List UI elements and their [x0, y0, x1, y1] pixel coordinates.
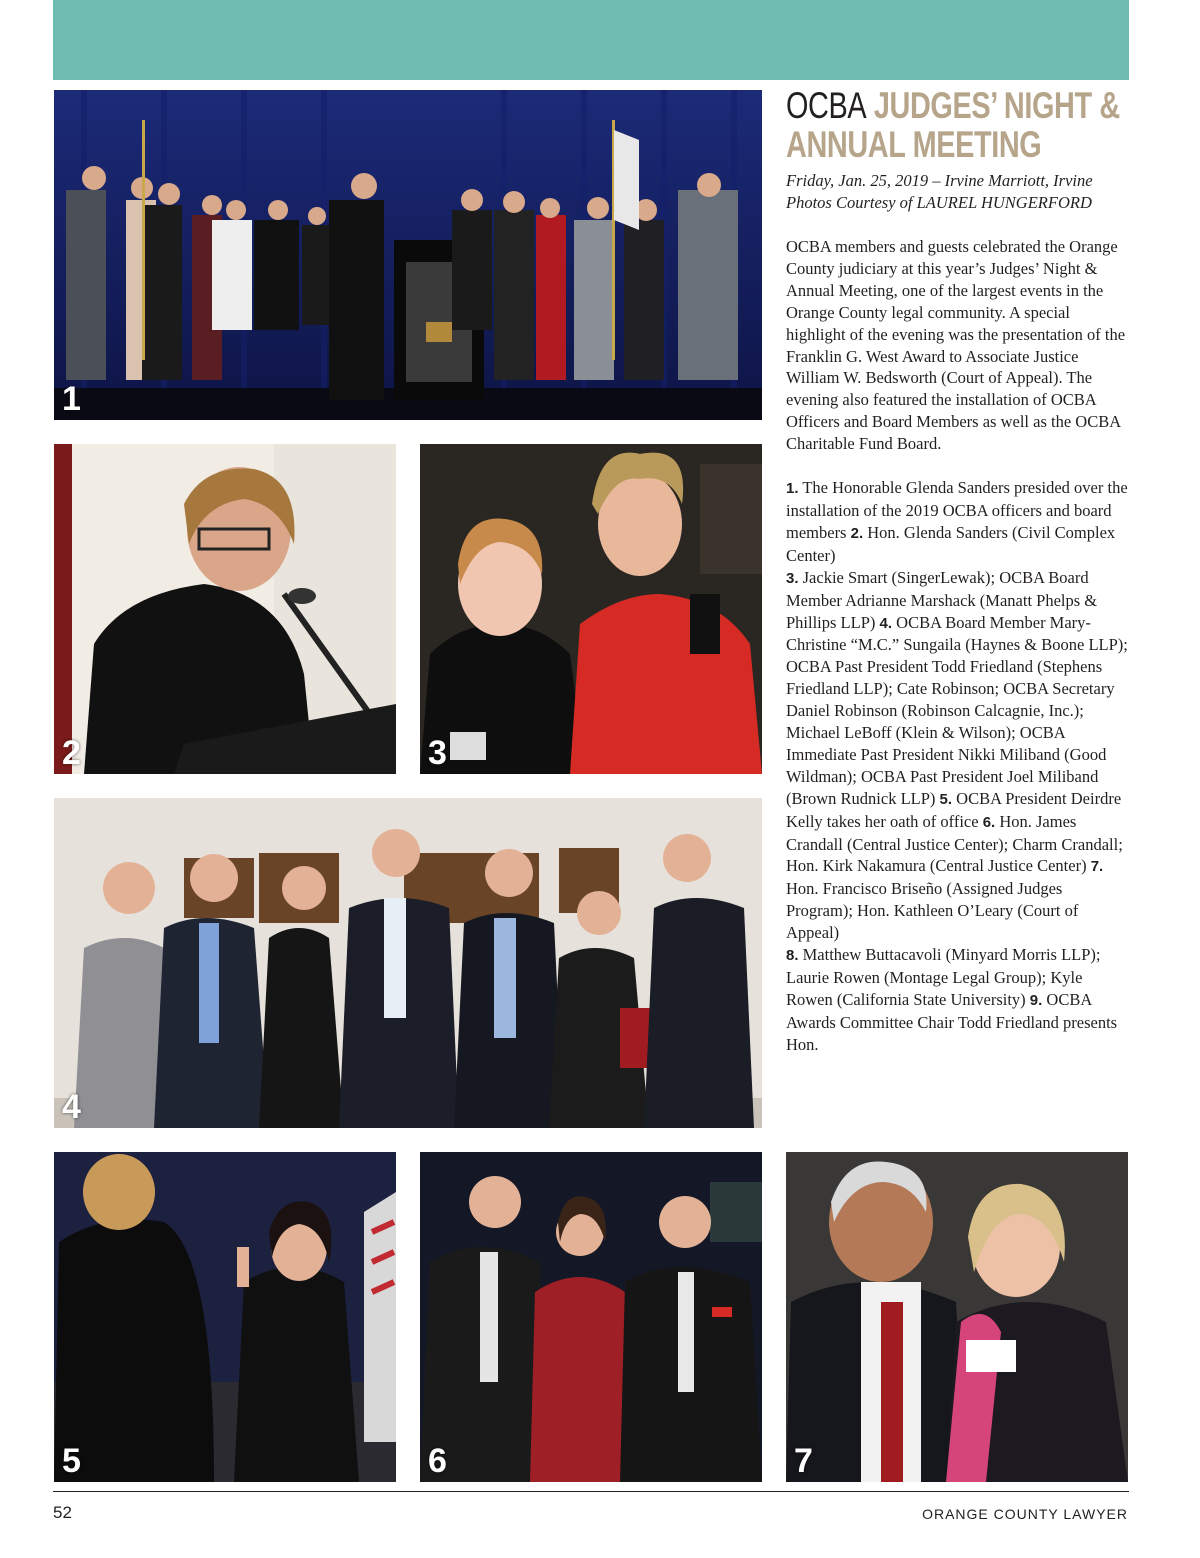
caption-number: 1.	[786, 480, 799, 498]
photo-3-two-women	[420, 444, 762, 774]
article-intro: OCBA members and guests celebrated the Orange County judiciary at this year’s Judges’ Night & Annual Meeting, one of the largest events in the Orange County legal community. A special highlight of the evening was the presentation of the Franklin G. West Award to Associate Justice William W. Bedsworth (Court of Appeal). The evening also featured the installation of OCBA Officers and Board Members as well as the OCBA Charitable Fund Board.	[786, 237, 1126, 454]
photo-number: 3	[428, 734, 447, 772]
photo-captions	[786, 477, 1130, 1056]
photo-number: 5	[62, 1442, 81, 1480]
caption-text: Hon. Francisco Briseño (Assigned Judges Program); Hon. Kathleen O’Leary (Court of Appeal)	[786, 879, 1079, 943]
photo-2-judge-at-podium	[54, 444, 396, 774]
caption-text: Matthew Buttacavoli (Minyard Morris LLP); Laurie Rowen (Montage Legal Group); Kyle Rowen (California State University)	[786, 945, 1101, 1009]
photo-1-installation	[54, 90, 762, 420]
caption-4	[786, 613, 1128, 808]
headline-title: JUDGES’ NIGHT & ANNUAL MEETING	[786, 85, 1120, 165]
caption-number: 8.	[786, 947, 799, 965]
caption-text: Jackie Smart (SingerLewak); OCBA Board Member Adrianne Marshack (Manatt Phelps & Phillips LLP)	[786, 567, 1098, 632]
caption-number: 6.	[982, 813, 996, 831]
photo-7-duo	[786, 1152, 1128, 1482]
photo-6-trio	[420, 1152, 762, 1482]
photo-4-group	[54, 798, 762, 1128]
dateline: Friday, Jan. 25, 2019 – Irvine Marriott, Irvine	[786, 171, 1093, 190]
caption-text: OCBA Board Member Mary-Christine “M.C.” Sungaila (Haynes & Boone LLP); OCBA Past President Todd Friedland (Stephens Friedland LLP); Cate Robinson; OCBA Secretary Daniel Robinson (Robinson Calcagnie, Inc.); Michael LeBoff (Klein & Wilson); OCBA Immediate Past President Nikki Miliband (Good Wildman); OCBA Past President Joel Miliband (Brown Rudnick LLP)	[786, 612, 1128, 808]
caption-text: OCBA President Deirdre Kelly takes her oath of office	[786, 788, 1122, 831]
caption-number: 2.	[850, 524, 864, 542]
caption-text: Hon. James Crandall (Central Justice Center); Charm Crandall; Hon. Kirk Nakamura (Central Justice Center)	[786, 811, 1123, 876]
photo-number: 6	[428, 1442, 447, 1480]
caption-number: 7.	[1090, 858, 1104, 876]
photo-number: 2	[62, 734, 81, 772]
caption-number: 9.	[1029, 991, 1043, 1009]
caption-text: The Honorable Glenda Sanders presided over the installation of the 2019 OCBA officers and board members	[786, 478, 1128, 542]
caption-number: 5.	[939, 790, 953, 808]
caption-number: 4.	[879, 614, 893, 632]
caption-text: Hon. Glenda Sanders (Civil Complex Center)	[786, 522, 1116, 565]
photo-5-oath	[54, 1152, 396, 1482]
magazine-name: ORANGE COUNTY LAWYER	[922, 1506, 1128, 1522]
footer-rule	[53, 1491, 1129, 1492]
caption-number: 3.	[786, 569, 799, 587]
article-headline	[786, 86, 1129, 170]
headline-org: OCBA	[786, 85, 867, 126]
photo-number: 4	[62, 1088, 81, 1126]
photo-number: 7	[794, 1442, 813, 1480]
caption-text: OCBA Awards Committee Chair Todd Friedland presents Hon.	[786, 989, 1118, 1054]
page-number: 52	[53, 1503, 72, 1522]
article-column	[786, 86, 1130, 1056]
photo-number: 1	[62, 380, 81, 418]
photo-credit: Photos Courtesy of LAUREL HUNGERFORD	[786, 193, 1092, 212]
header-band	[53, 0, 1129, 80]
